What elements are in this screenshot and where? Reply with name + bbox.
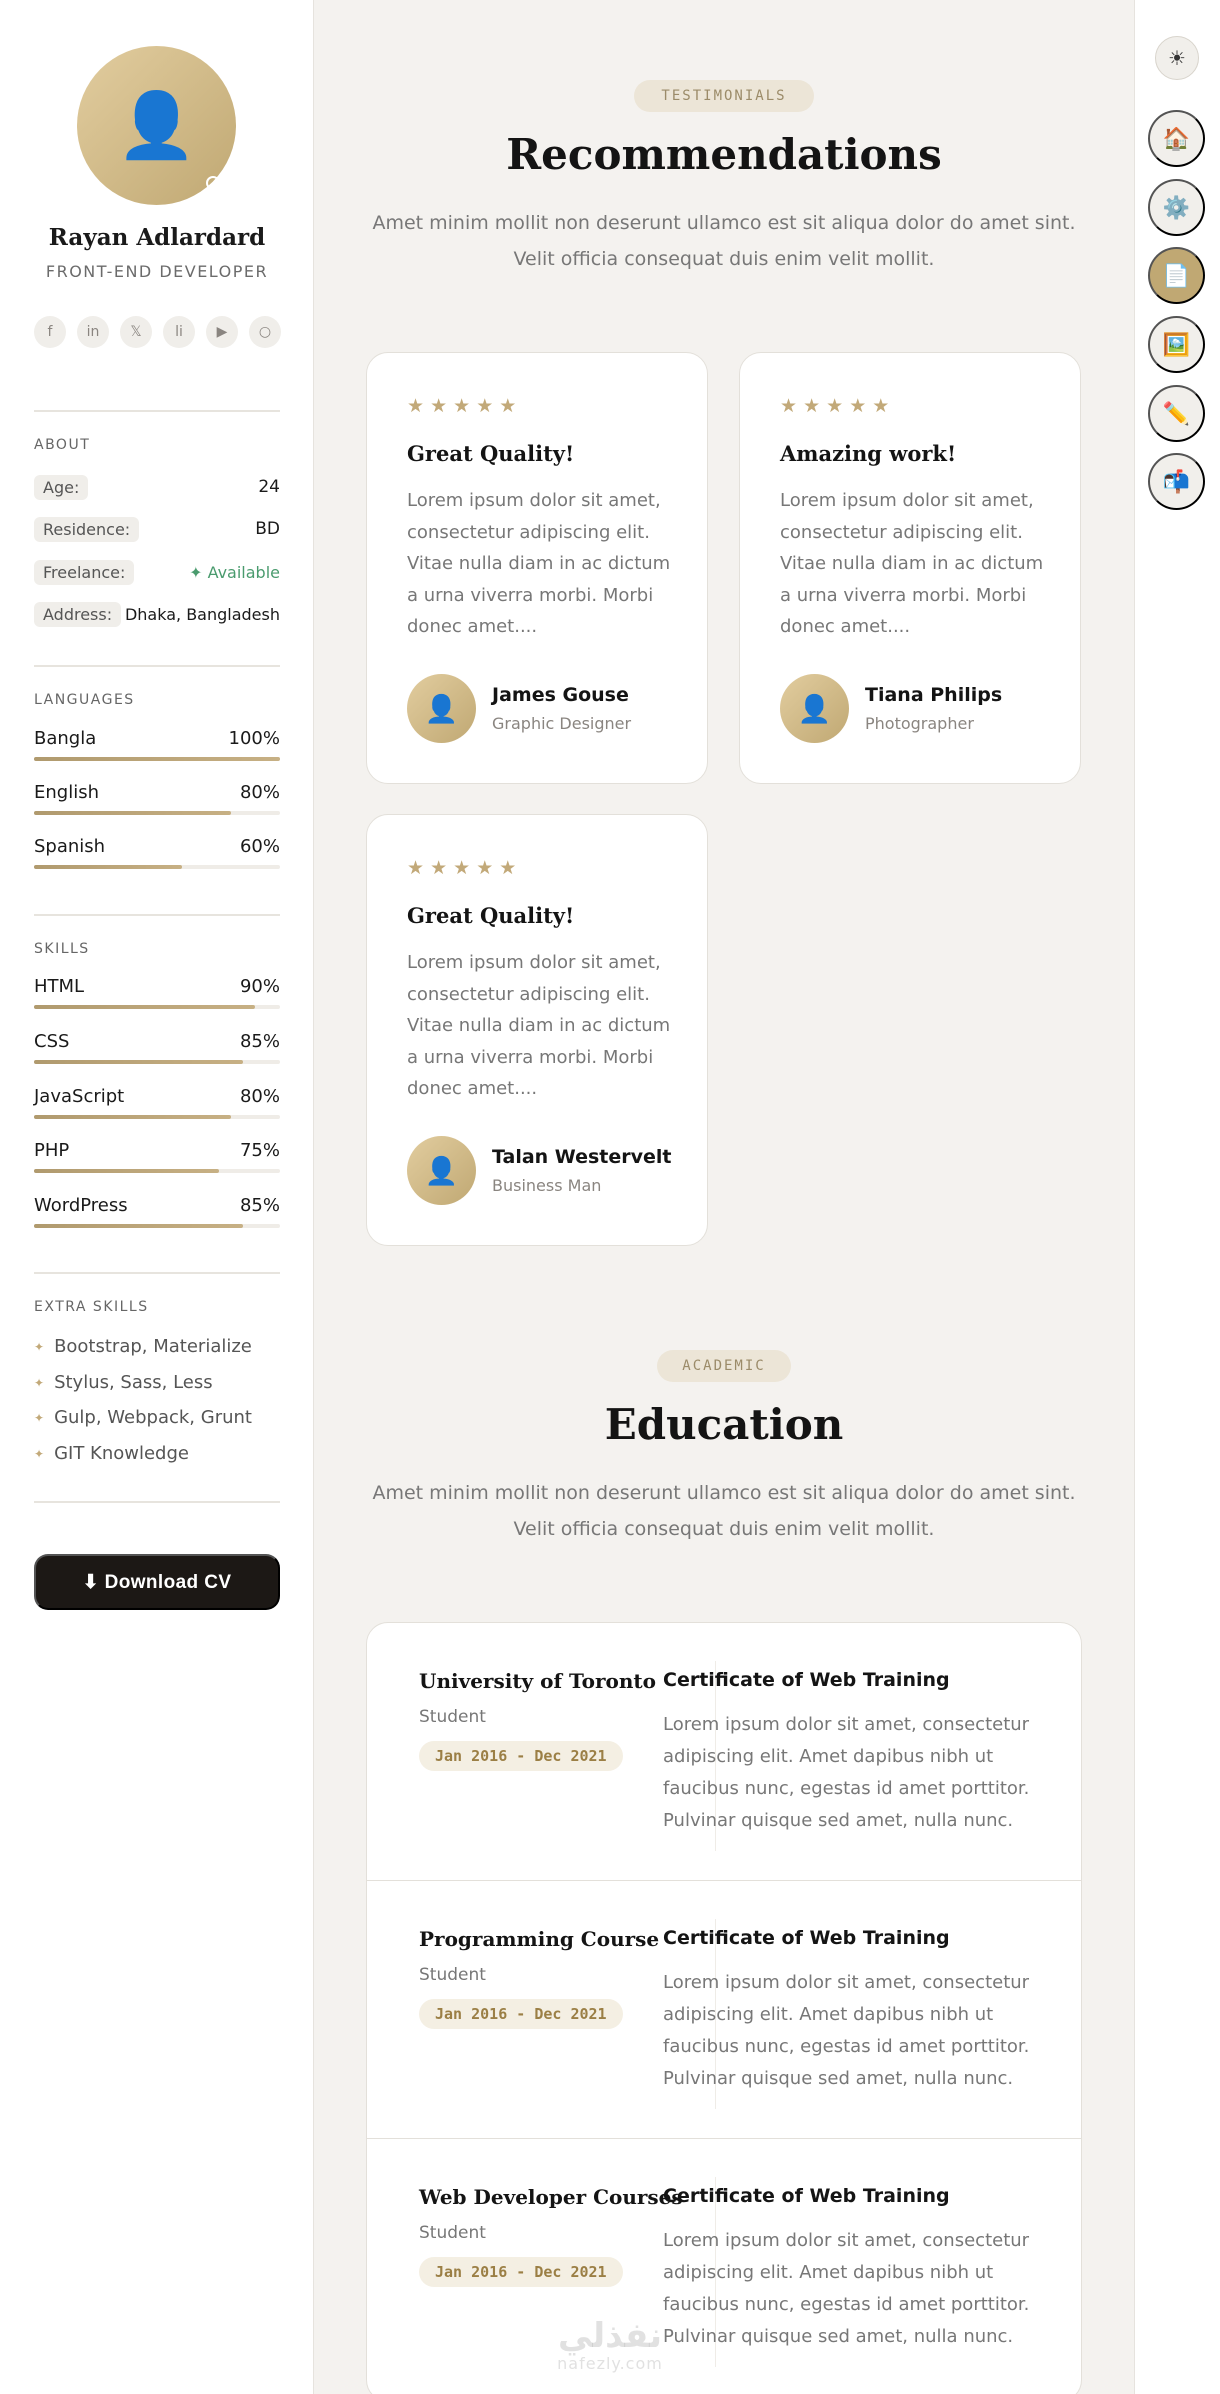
skills-title: SKILLS bbox=[34, 941, 90, 957]
nav-contact-mailbox-icon[interactable]: 📬 bbox=[1148, 453, 1205, 510]
progress-track bbox=[34, 1005, 280, 1009]
reviewer-role: Business Man bbox=[492, 1176, 602, 1195]
education-title: Education bbox=[604, 1400, 844, 1449]
about-key: Residence: bbox=[34, 517, 139, 542]
testimonial-title: Amazing work! bbox=[780, 441, 957, 466]
x-twitter-icon[interactable]: 𝕏 bbox=[120, 316, 152, 348]
language-percent: 60% bbox=[239, 836, 280, 857]
availability-status: ✦ Available bbox=[189, 562, 280, 582]
about-row-residence bbox=[34, 515, 280, 543]
skill-javascript bbox=[34, 1086, 280, 1119]
extra-skill-item bbox=[34, 1336, 252, 1357]
skill-percent: 85% bbox=[239, 1195, 280, 1216]
nav-resume-document-icon[interactable]: 📄 bbox=[1148, 247, 1205, 304]
theme-toggle-sun-icon[interactable]: ☀ bbox=[1155, 36, 1199, 80]
avatar bbox=[407, 1136, 476, 1205]
school-name: Web Developer Courses bbox=[419, 2185, 683, 2209]
progress-fill bbox=[34, 865, 182, 869]
progress-track bbox=[34, 1115, 280, 1119]
academic-tag: ACADEMIC bbox=[657, 1350, 791, 1382]
testimonial-card bbox=[739, 352, 1081, 784]
school-name: University of Toronto bbox=[419, 1669, 656, 1693]
sparkle-icon: ✦ bbox=[34, 1339, 45, 1354]
skill-html bbox=[34, 976, 280, 1009]
link-icon[interactable]: li bbox=[163, 316, 195, 348]
education-list bbox=[366, 1622, 1082, 2394]
date-badge: Jan 2016 - Dec 2021 bbox=[419, 1999, 623, 2029]
profile-sidebar bbox=[0, 0, 314, 2394]
skill-name: CSS bbox=[34, 1031, 70, 1052]
linkedin-icon[interactable]: in bbox=[77, 316, 109, 348]
extra-skill-item bbox=[34, 1372, 213, 1393]
language-english bbox=[34, 782, 280, 815]
extra-skill-label: GIT Knowledge bbox=[54, 1443, 189, 1464]
languages-title: LANGUAGES bbox=[34, 692, 135, 708]
school-name: Programming Course bbox=[419, 1927, 660, 1951]
language-name: English bbox=[34, 782, 99, 803]
social-links bbox=[34, 316, 281, 348]
progress-fill bbox=[34, 1224, 243, 1228]
dribbble-icon[interactable]: ○ bbox=[249, 316, 281, 348]
about-value: BD bbox=[255, 519, 280, 539]
testimonial-card bbox=[366, 814, 708, 1246]
skill-name: HTML bbox=[34, 976, 85, 997]
reviewer-name: Talan Westervelt bbox=[492, 1146, 672, 1168]
education-item bbox=[367, 1881, 1082, 2139]
testimonials-title: Recommendations bbox=[506, 130, 942, 179]
avatar bbox=[780, 674, 849, 743]
progress-fill bbox=[34, 757, 280, 761]
language-percent: 80% bbox=[239, 782, 280, 803]
language-name: Bangla bbox=[34, 728, 97, 749]
about-row-freelance bbox=[34, 558, 280, 586]
nav-home-icon[interactable]: 🏠 bbox=[1148, 110, 1205, 167]
sparkle-icon: ✦ bbox=[34, 1375, 45, 1390]
skill-name: WordPress bbox=[34, 1195, 128, 1216]
sparkle-icon: ✦ bbox=[34, 1410, 45, 1425]
skill-name: PHP bbox=[34, 1140, 70, 1161]
about-key: Age: bbox=[34, 475, 88, 500]
skill-wordpress bbox=[34, 1195, 280, 1228]
nav-blog-pencil-icon[interactable]: ✏️ bbox=[1148, 385, 1205, 442]
progress-track bbox=[34, 811, 280, 815]
progress-fill bbox=[34, 1005, 255, 1009]
about-key: Freelance: bbox=[34, 560, 134, 585]
extra-skill-item bbox=[34, 1443, 189, 1464]
about-title: ABOUT bbox=[34, 437, 91, 453]
progress-fill bbox=[34, 1060, 243, 1064]
school-role: Student bbox=[419, 2223, 486, 2243]
about-row-age bbox=[34, 473, 280, 501]
progress-fill bbox=[34, 1169, 219, 1173]
progress-track bbox=[34, 865, 280, 869]
about-row-address bbox=[34, 600, 280, 628]
extra-skills-title: EXTRA SKILLS bbox=[34, 1299, 149, 1315]
skill-css bbox=[34, 1031, 280, 1064]
progress-fill bbox=[34, 1115, 231, 1119]
progress-track bbox=[34, 757, 280, 761]
certificate-title: Certificate of Web Training bbox=[663, 1669, 950, 1691]
progress-track bbox=[34, 1224, 280, 1228]
download-cv-button[interactable]: ⬇ Download CV bbox=[34, 1554, 280, 1610]
avatar bbox=[407, 674, 476, 743]
profile-name: Rayan Adlardard bbox=[48, 224, 266, 251]
nav-services-gear-icon[interactable]: ⚙️ bbox=[1148, 179, 1205, 236]
education-text: Lorem ipsum dolor sit amet, consectetur adipiscing elit. Amet dapibus nibh ut faucibus nunc, egestas id amet porttitor. Pulvinar quisque sed amet, nulla nunc. bbox=[663, 1972, 1030, 2089]
rating-stars-icon: ★ ★ ★ ★ ★ bbox=[407, 395, 517, 417]
user-icon: 👤 bbox=[424, 693, 459, 725]
progress-track bbox=[34, 1169, 280, 1173]
school-role: Student bbox=[419, 1707, 486, 1727]
date-badge: Jan 2016 - Dec 2021 bbox=[419, 2257, 623, 2287]
skill-percent: 75% bbox=[239, 1140, 280, 1161]
extra-skill-label: Gulp, Webpack, Grunt bbox=[54, 1407, 252, 1428]
rating-stars-icon: ★ ★ ★ ★ ★ bbox=[407, 857, 517, 879]
user-icon: 👤 bbox=[797, 693, 832, 725]
testimonial-title: Great Quality! bbox=[407, 441, 575, 466]
sparkle-icon: ✦ bbox=[34, 1446, 45, 1461]
skill-percent: 80% bbox=[239, 1086, 280, 1107]
watermark-logo bbox=[530, 2318, 690, 2373]
testimonials-tag: TESTIMONIALS bbox=[634, 80, 814, 112]
reviewer-name: Tiana Philips bbox=[865, 684, 1003, 706]
desc-line: Amet minim mollit non deserunt ullamco est sit aliqua dolor do amet sint. bbox=[372, 212, 1076, 234]
profile-role: FRONT-END DEVELOPER bbox=[45, 262, 269, 281]
watermark-arabic: نفذلي bbox=[557, 2316, 663, 2356]
testimonial-text: Lorem ipsum dolor sit amet, consectetur adipiscing elit. Vitae nulla diam in ac dictum a urna viverra morbi. Morbi donec amet.... bbox=[780, 490, 1044, 637]
user-icon: 👤 bbox=[424, 1155, 459, 1187]
extra-skill-label: Stylus, Sass, Less bbox=[54, 1372, 213, 1393]
rating-stars-icon: ★ ★ ★ ★ ★ bbox=[780, 395, 890, 417]
about-value: 24 bbox=[258, 477, 280, 497]
testimonial-text: Lorem ipsum dolor sit amet, consectetur adipiscing elit. Vitae nulla diam in ac dictum a urna viverra morbi. Morbi donec amet.... bbox=[407, 952, 671, 1099]
youtube-icon[interactable]: ▶ bbox=[206, 316, 238, 348]
certificate-title: Certificate of Web Training bbox=[663, 2185, 950, 2207]
desc-line: Velit officia consequat duis enim velit mollit. bbox=[513, 248, 935, 270]
divider bbox=[34, 914, 280, 916]
language-percent: 100% bbox=[228, 728, 280, 749]
progress-track bbox=[34, 1060, 280, 1064]
extra-skill-item bbox=[34, 1407, 252, 1428]
education-text: Lorem ipsum dolor sit amet, consectetur adipiscing elit. Amet dapibus nibh ut faucibus nunc, egestas id amet porttitor. Pulvinar quisque sed amet, nulla nunc. bbox=[663, 1714, 1030, 1831]
education-text: Lorem ipsum dolor sit amet, consectetur adipiscing elit. Amet dapibus nibh ut faucibus nunc, egestas id amet porttitor. Pulvinar quisque sed amet, nulla nunc. bbox=[663, 2230, 1030, 2347]
language-bangla bbox=[34, 728, 280, 761]
school-role: Student bbox=[419, 1965, 486, 1985]
about-value: Dhaka, Bangladesh bbox=[124, 604, 280, 624]
testimonial-text: Lorem ipsum dolor sit amet, consectetur adipiscing elit. Vitae nulla diam in ac dictum a urna viverra morbi. Morbi donec amet.... bbox=[407, 490, 671, 637]
language-name: Spanish bbox=[34, 836, 106, 857]
divider bbox=[34, 665, 280, 667]
progress-fill bbox=[34, 811, 231, 815]
education-desc bbox=[366, 1475, 1082, 1547]
education-item bbox=[367, 2139, 1082, 2394]
testimonial-title: Great Quality! bbox=[407, 903, 575, 928]
desc-line: Velit officia consequat duis enim velit mollit. bbox=[513, 1518, 935, 1540]
reviewer-role: Photographer bbox=[865, 714, 974, 733]
language-spanish bbox=[34, 836, 280, 869]
reviewer-role: Graphic Designer bbox=[492, 714, 632, 733]
extra-skill-label: Bootstrap, Materialize bbox=[54, 1336, 252, 1357]
watermark-latin: nafezly.com bbox=[557, 2354, 663, 2373]
divider bbox=[34, 410, 280, 412]
skill-php bbox=[34, 1140, 280, 1173]
desc-line: Amet minim mollit non deserunt ullamco est sit aliqua dolor do amet sint. bbox=[372, 1482, 1076, 1504]
skill-name: JavaScript bbox=[34, 1086, 125, 1107]
status-dot-icon bbox=[206, 176, 220, 190]
testimonial-card bbox=[366, 352, 708, 784]
reviewer-name: James Gouse bbox=[492, 684, 629, 706]
facebook-icon[interactable]: f bbox=[34, 316, 66, 348]
user-icon: 👤 bbox=[116, 89, 197, 163]
nav-portfolio-image-icon[interactable]: 🖼️ bbox=[1148, 316, 1205, 373]
date-badge: Jan 2016 - Dec 2021 bbox=[419, 1741, 623, 1771]
testimonials-desc bbox=[366, 205, 1082, 277]
skill-percent: 85% bbox=[239, 1031, 280, 1052]
right-nav bbox=[1134, 0, 1220, 2394]
about-key: Address: bbox=[34, 602, 121, 627]
skill-percent: 90% bbox=[239, 976, 280, 997]
divider bbox=[34, 1501, 280, 1503]
education-item bbox=[367, 1623, 1082, 1881]
divider bbox=[34, 1272, 280, 1274]
certificate-title: Certificate of Web Training bbox=[663, 1927, 950, 1949]
